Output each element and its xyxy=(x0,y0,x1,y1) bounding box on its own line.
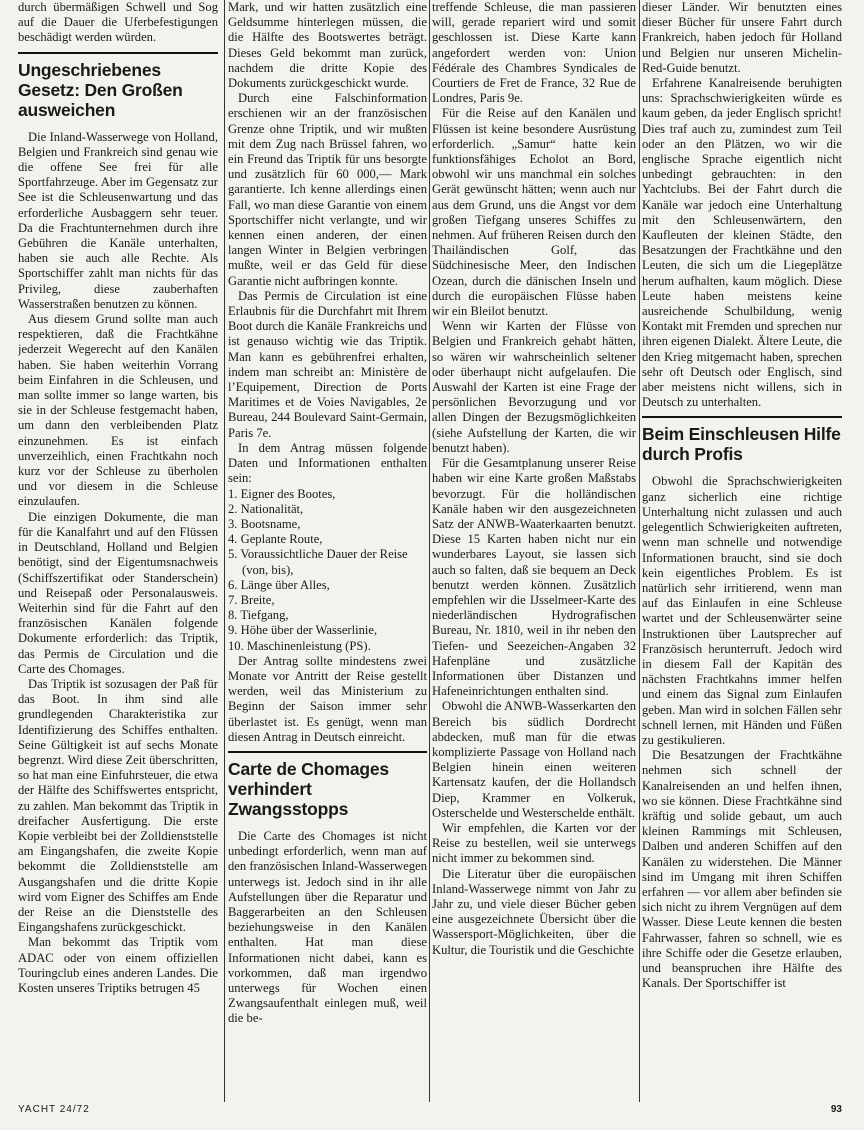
paragraph: Für die Reise auf den Kanälen und Flüssen ist keine besondere Ausrüstung erforderlich. „Samur“ hatte kein funktionsfähiges Echolot an Bord, obwohl wir uns manchmal ein solches Gerät gewünscht hätten; wenn auch nur aus dem Grund, uns die Angst vor dem großen Tiefgang unseres Schiffes zu nehmen. Auf früheren Reisen durch den Thailändischen Golf, das Südchinesische Meer, den Indischen Ozean, durch die dänischen Inseln und durch die europäischen Flüsse haben wir ein Bleilot benutzt. xyxy=(432,106,636,319)
paragraph: treffende Schleuse, die man passieren will, gerade repariert wird und somit geschlossen ist. Diese Karte kann angefordert werden von: Union Fédérale des Chambres Syndicales de Courtiers de Fret de France, 32 Rue de Londres, Paris 9e. xyxy=(432,0,636,106)
list-item: 7. Breite, xyxy=(228,592,275,607)
section-rule xyxy=(642,416,842,418)
paragraph: Aus diesem Grund sollte man auch respektieren, daß die Frachtkähne jederzeit Wegerecht auf den Kanälen haben. Sie haben weiterhin Vorrang beim Einfahren in die Schleusen, und man sollte immer so lange warten, bis sie in der Schleuse festgemacht haben, um dann den verbleibenden Platz einzunehmen. Es ist einfach unverzeihlich, einen Frachtkahn noch kurz vor der Schleuse zu überholen und vor diesem in die Schleuse einzulaufen. xyxy=(18,312,218,509)
paragraph: Der Antrag sollte mindestens zwei Monate vor Antritt der Reise gestellt werden, weil das Ministerium zu Beginn der Saison immer sehr überlastet ist. Es genügt, wenn man diesen Antrag in Deutsch einreicht. xyxy=(228,653,427,744)
paragraph: Für die Gesamtplanung unserer Reise haben wir eine Karte großen Maßstabs bevorzugt. Für die holländischen Kanäle haben wir den ausgezeichneten Satz der ANWB-Waaterkaarten benutzt. Diese 15 Karten haben nicht nur ein wunderbares Layout, sie lassen sich auch so falten, daß sie bequem an Deck benutzt werden können. Zusätzlich empfehlen wir die IJsselmeer-Karte des niederländischen Hydrografischen Bureau, Nr. 1810, weil in ihr neben den Tiefen- und Seezeichen-Angaben 32 Hafenpläne und zusätzliche Informationen über Distanzen und Hafeneinrichtungen enthalten sind. xyxy=(432,456,636,699)
section-rule xyxy=(18,52,218,54)
paragraph: Obwohl die ANWB-Wasserkarten den Bereich bis südlich Dordrecht abdecken, muß man für die etwas komplizierte Passage von Holland nach Belgien hinein einen weiteren Kartensatz kaufen, der die Hollandsch Diep, Krammer en Volkeruk, Osterschelde und Westerschelde enthält. xyxy=(432,699,636,820)
column-divider xyxy=(224,0,225,1102)
magazine-issue: YACHT 24/72 xyxy=(18,1104,90,1115)
requirements-list xyxy=(228,487,427,654)
section-heading: Carte de Chomages verhindert Zwangsstopps xyxy=(228,758,389,819)
paragraph: Wir empfehlen, die Karten vor der Reise zu bestellen, weil sie unterwegs nicht immer zu bekommen sind. xyxy=(432,820,636,866)
paragraph: Erfahrene Kanalreisende beruhigten uns: Sprachschwierigkeiten würde es kaum geben, da jeder Englisch spricht! Dies traf auch zu, zumindest zum Teil oder an den Plätzen, wo wir die englische Sprache eigentlich nicht unbedingt gebrauchten: in den Yachtclubs. Bei der Fahrt durch die Kanäle war jedoch eine Unterhaltung mit den Schleusenwärtern, den Kaufleuten der kleinen Städte, den Besatzungen der Frachtkähne und den Leuten, die sich um die Liegeplätze herum aufhalten, kaum möglich. Diese Leute haben meistens keine ausreichende Schulbildung, wenig Kontakt mit Fremden und sprechen nur ihren eigenen Dialekt. Ältere Leute, die den Krieg mitgemacht haben, sprechen sehr oft Deutsch oder Englisch, sind aber meistens nicht willens, sich in Deutsch zu unterhalten. xyxy=(642,76,842,410)
column-2 xyxy=(228,0,427,1102)
paragraph: Die Inland-Wasserwege von Holland, Belgien und Frankreich sind genau wie die offene See frei für alle Sportfahrzeuge. Aber im Gegensatz zur See ist die Schleusenwartung und das erforderliche Ausbaggern sehr teuer. Da die Frachtunternehmen durch ihre Gebühren die Kanäle unterhalten, haben sie auch alle Rechte. Als Sportschiffer zahlt man nichts für das Privileg, diese zauberhaften Wasserstraßen benutzen zu können. xyxy=(18,129,218,311)
paragraph: Die Carte des Chomages ist nicht unbedingt erforderlich, wenn man auf den französischen Inland-Wasserwegen unterwegs ist. Jedoch sind in ihr alle Aufstellungen über die Reparatur und Baggerarbeiten an den Schleusen beziehungsweise in den Kanälen enthalten. Hat man diese Informationen nicht dabei, kann es vorkommen, daß man irgendwo unterwegs für Wochen einen Zwangsaufenthalt einlegen muß, weil die be- xyxy=(228,828,427,1026)
list-item: 6. Länge über Alles, xyxy=(228,577,330,592)
paragraph: Die Literatur über die europäischen Inland-Wasserwege nimmt von Jahr zu Jahr zu, und viele dieser Bücher geben eine ausgezeichnete Übersicht über die Wassersport-Möglichkeiten, über die Kultur, die Touristik und die Geschichte xyxy=(432,866,636,957)
paragraph: Obwohl die Sprachschwierigkeiten ganz sicherlich eine richtige Unterhaltung nicht zulassen und auch gelegentlich Schwierigkeiten auftreten, wenn man schnelle und notwendige Informationen braucht, sind sie doch kein eigentliches Problem. Es ist natürlich sehr irritierend, wenn man auf das Einlaufen in eine Schleuse wartet und der Schleusenwärter seine Instruktionen über Lautsprecher auf Französisch herunterruft. Jedoch wird in diesem Fall der Kapitän des nächsten Frachtkahns immer helfen und einem das Signal zum Einlaufen geben. Man wird in solchen Fällen sehr schnell lernen, mit Händen und Füßen zu gestikulieren. xyxy=(642,474,842,747)
paragraph: Man bekommt das Triptik vom ADAC oder von einem offiziellen Touringclub eines anderen Landes. Die Kosten unseres Triptiks betrugen 45 xyxy=(18,935,218,995)
column-1 xyxy=(18,0,218,1102)
paragraph: Das Permis de Circulation ist eine Erlaubnis für die Durchfahrt mit Ihrem Boot durch die Kanäle Frankreichs und ist genauso wichtig wie das Triptik. Man kann es gebührenfrei erhalten, indem man schreibt an: Ministère de l’Equipement, Direction de Ports Maritimes et de Voies Navigables, 2e Bureau, 244 Boulevard Saint-Germain, Paris 7e. xyxy=(228,288,427,440)
list-item: 3. Bootsname, xyxy=(228,516,301,531)
paragraph: Mark, und wir hatten zusätzlich eine Geldsumme hinterlegen müssen, die die Hälfte des Bootswertes beträgt. Dieses Geld bekommt man zurück, nachdem die dritte Kopie des Dokuments zurückgeschickt wurde. xyxy=(228,0,427,91)
paragraph: In dem Antrag müssen folgende Daten und Informationen enthalten sein: xyxy=(228,440,427,486)
paragraph: Die einzigen Dokumente, die man für die Kanalfahrt und auf den Flüssen in Deutschland, Holland und Belgien benötigt, sind der Eigentumsnachweis (Schiffszertifikat oder Standerschein) und Reisepaß oder Personalausweis. Weiterhin sind für die Fahrt auf den französischen Kanälen folgende Dokumente erforderlich: das Triptik, das Permis de Circulation und die Carte des Chomages. xyxy=(18,509,218,676)
paragraph: dieser Länder. Wir benutzten eines dieser Bücher für unsere Fahrt durch Frankreich, haben jedoch für Holland und Belgien nur unseren Michelin-Red-Guide benutzt. xyxy=(642,0,842,75)
section-heading: Ungeschriebenes Gesetz: Den Großen ausweichen xyxy=(18,59,183,120)
column-divider xyxy=(639,0,640,1102)
page-number: 93 xyxy=(830,1104,842,1115)
list-item: 4. Geplante Route, xyxy=(228,532,323,547)
list-item: 1. Eigner des Bootes, xyxy=(228,486,336,501)
list-item: 9. Höhe über der Wasserlinie, xyxy=(228,623,378,638)
column-3 xyxy=(432,0,636,1102)
column-divider xyxy=(429,0,430,1102)
list-item: 2. Nationalität, xyxy=(228,501,304,516)
list-item: 10. Maschinenleistung (PS). xyxy=(228,638,371,653)
section-heading: Beim Einschleusen Hilfe durch Profis xyxy=(642,424,841,465)
paragraph: Die Besatzungen der Frachtkähne nehmen sich schnell der Kanalreisenden an und helfen ihnen, wo sie können. Diese Frachtkähne sind kräftig und solide gebaut, um auch kleinen Rammings mit Schleusen, Dalben und anderen Schiffen auf den Kanälen zu widerstehen. Die Männer sind im Umgang mit ihren Schiffen erfahren — vor allem aber befinden sie sich nicht zu ihrem Vergnügen auf dem Wasser. Diese Leute kennen die besten Fahrwasser, fahren so schnell, wie es ihre Schiffe oder die Gesetze erlauben, und beanspruchen ihre Hälfte des Kanals. Der Sportschiffer ist xyxy=(642,748,842,991)
list-item: 5. Voraussichtliche Dauer der Reise (von, bis), xyxy=(228,547,408,577)
column-4 xyxy=(642,0,842,1102)
section-rule xyxy=(228,751,427,753)
paragraph: durch übermäßigen Schwell und Sog auf die Dauer die Uferbefestigungen beschädigt werden würden. xyxy=(18,0,218,45)
paragraph: Das Triptik ist sozusagen der Paß für das Boot. In ihm sind alle grundlegenden Charakteristika zur Identifizierung des Schiffes enthalten. Seine Gültigkeit ist auf sechs Monate begrenzt. Wird diese Zeit überschritten, so hat man eine Einfuhrsteuer, die etwa der Hälfte des Schiffswertes entspricht, zu zahlen. Man bekommt das Triptik in dreifacher Ausfertigung. Die erste Kopie verbleibt bei der Zolldienststelle am Eingangshafen, die zweite Kopie bekommt die Zolldienststelle am Ausgangshafen und die dritte Kopie wird vom Eigner des Schiffes am Ende der Reise an die Dienststelle des Eingangshafens zurückgeschickt. xyxy=(18,676,218,935)
paragraph: Wenn wir Karten der Flüsse von Belgien und Frankreich gehabt hätten, so wären wir wahrscheinlich seltener oder überhaupt nicht aufgelaufen. Die Auswahl der Karten ist eine Frage der persönlichen Bevorzugung und vor allen Dingen der Bezugsmöglichkeiten (siehe Aufstellung der Karten, die wir benutzt haben). xyxy=(432,319,636,455)
paragraph: Durch eine Falschinformation erschienen wir an der französischen Grenze ohne Triptik, und wir mußten mit dem Zug nach Brüssel fahren, wo ein Freund das Triptik für uns besorgte und zusätzlich für 60 000,— Mark garantierte. Ich kenne allerdings einen Fall, wo man diese Garantie von einem Sportschiffer nicht verlangte, und wir kennen einen anderen, der einen langen Winter in Belgien verbringen mußte, weil er das Geld für diese Garantie nicht aufbringen konnte. xyxy=(228,91,427,288)
list-item: 8. Tiefgang, xyxy=(228,608,289,623)
